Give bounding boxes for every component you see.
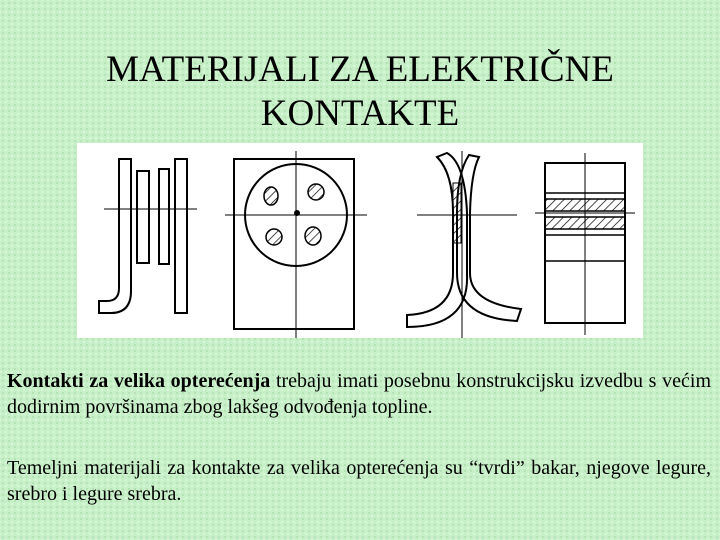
curved-finger-drawing <box>407 151 521 338</box>
paragraph-1 <box>7 368 711 420</box>
paragraph-1-text: trebaju imati posebnu konstrukcijsku izvedbu s većim dodirnim površinama zbog lakšeg odvođenja topline. <box>7 370 711 418</box>
title-line-1: MATERIJALI ZA ELEKTRIČNE <box>106 49 614 90</box>
layered-block-drawing <box>535 153 635 335</box>
paragraph-1-bold: Kontakti za velika opterećenja <box>7 370 271 392</box>
title-line-2: KONTAKTE <box>260 93 460 134</box>
slide-title <box>0 48 720 136</box>
contacts-figure <box>77 143 643 338</box>
strip-contacts-drawing <box>99 159 197 313</box>
paragraph-2: Temeljni materijali za kontakte za velika opterećenja su “tvrdi” bakar, njegove legure, srebro i legure srebra. <box>7 457 711 505</box>
round-button-drawing <box>225 151 367 338</box>
